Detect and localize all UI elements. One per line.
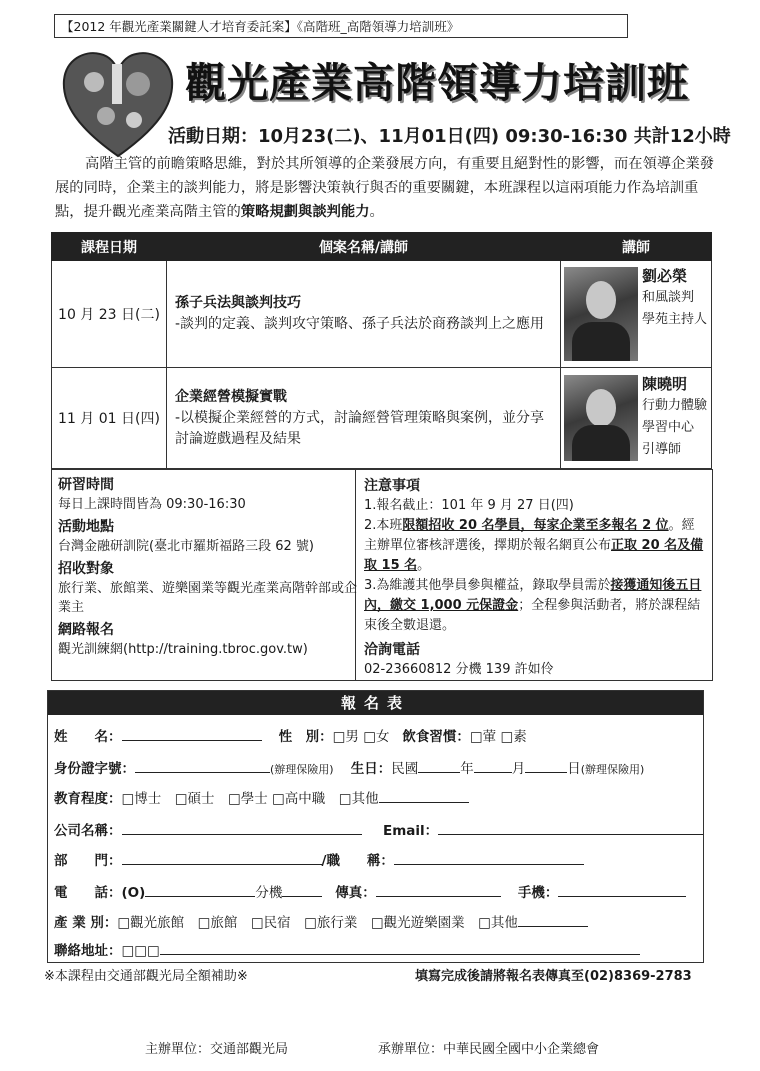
intro-text-2: 。 (369, 204, 384, 220)
teacher-title: 行動力體驗 (642, 398, 708, 413)
email-field[interactable] (438, 820, 703, 835)
edu-other-field[interactable] (379, 788, 469, 803)
phone-value: 02-23660812 分機 139 許如伶 (364, 662, 554, 677)
male-checkbox[interactable]: □男 (332, 729, 359, 745)
edu-options[interactable]: □博士 □碩士 □學士 □高中職 □其他 (121, 791, 379, 807)
company-field[interactable] (122, 820, 362, 835)
form-row-dept: 部 門： /職 稱： (54, 849, 584, 869)
place-heading: 活動地點 (58, 519, 114, 535)
form-row-id: 身份證字號： (辦理保險用) 生日：民國 年 月 日(辦理保險用) (54, 757, 644, 777)
teacher-title: 和風談判 (642, 290, 695, 305)
subsidy-note: ※本課程由交通部觀光局全額補助※ (44, 969, 248, 984)
course-date: 10 月 23 日(二) (52, 261, 167, 368)
course-header-teacher: 講師 (561, 233, 712, 261)
course-desc: -談判的定義、談判攻守策略、孫子兵法於商務談判上之應用 (175, 316, 545, 332)
industry-other-field[interactable] (518, 912, 588, 927)
course-title: 企業經營模擬實戰 (175, 388, 287, 405)
note-2: 2.本班限額招收 20 名學員，每家企業至多報名 2 位。經主辦單位審核評選後，擇期於報名網頁公布正取 20 名及備取 15 名。 (364, 518, 704, 573)
time-value: 每日上課時間皆為 09:30-16:30 (58, 497, 246, 512)
course-topic (167, 261, 561, 368)
birth-month-field[interactable] (474, 758, 512, 773)
teacher-name: 陳曉明 (642, 375, 688, 393)
course-desc: -以模擬企業經營的方式，討論經營管理策略與案例，並分享討論遊戲過程及結果 (175, 409, 545, 447)
executor: 承辦單位：中華民國全國中小企業總會 (378, 1042, 600, 1057)
course-teacher (561, 261, 712, 368)
table-row (52, 261, 712, 368)
teacher-title: 引導師 (642, 442, 682, 457)
address-field[interactable] (160, 940, 640, 955)
heart-logo-icon (58, 44, 178, 164)
birth-day-field[interactable] (525, 758, 567, 773)
course-teacher (561, 368, 712, 469)
registration-form (47, 690, 704, 963)
notes-heading: 注意事項 (364, 478, 420, 494)
teacher-title: 學習中心 (642, 420, 695, 435)
form-row-industry: 產 業 別：□觀光旅館 □旅館 □民宿 □旅行業 □觀光遊樂園業 □其他 (54, 911, 588, 931)
intro-paragraph (55, 152, 715, 224)
course-topic (167, 368, 561, 469)
id-field[interactable] (135, 758, 270, 773)
form-heading: 報名表 (48, 691, 703, 715)
course-header-date: 課程日期 (52, 233, 167, 261)
event-dates: 活動日期：10月23(二)、11月01日(四) 09:30-16:30 共計12小時 (168, 126, 731, 147)
dept-field[interactable] (122, 850, 322, 865)
teacher-name: 劉必榮 (642, 267, 688, 285)
target-heading: 招收對象 (58, 561, 114, 577)
course-date: 11 月 01 日(四) (52, 368, 167, 469)
ext-field[interactable] (282, 882, 322, 897)
name-field[interactable] (122, 726, 262, 741)
course-table (51, 232, 712, 469)
form-row-phone: 電 話：(O) 分機 傳真： 手機： (54, 881, 686, 901)
time-heading: 研習時間 (58, 477, 114, 493)
tagline: 【2012 年觀光產業關鍵人才培育委託案】《高階班_高階領導力培訓班》 (54, 14, 628, 38)
birth-year-field[interactable] (418, 758, 460, 773)
veg-checkbox[interactable]: □素 (500, 729, 527, 745)
intro-text-1: 高階主管的前瞻策略思維，對於其所領導的企業發展方向，有重要且絕對性的影響，而在領導企業發展的同時，企業主的談判能力，將是影響決策執行與否的重要關鍵，本班課程以這兩項能力作為培訓重點，提升觀光產業高階主管的 (55, 156, 715, 220)
organizer: 主辦單位：交通部觀光局 (145, 1042, 289, 1057)
form-row-address: 聯絡地址：□□□ (54, 939, 640, 959)
course-title: 孫子兵法與談判技巧 (175, 295, 301, 311)
female-checkbox[interactable]: □女 (363, 729, 390, 745)
fax-note: 填寫完成後請將報名表傳真至(02)8369-2783 (415, 969, 692, 984)
mobile-field[interactable] (558, 882, 686, 897)
fax-field[interactable] (376, 882, 501, 897)
intro-bold: 策略規劃與談判能力 (240, 204, 370, 220)
note-3: 3.為維護其他學員參與權益，錄取學員需於接獲通知後五日內，繳交 1,000 元保證金；全程參與活動者，將於課程結束後全數退還。 (364, 578, 702, 633)
teacher-photo (564, 375, 638, 461)
web-value[interactable]: 觀光訓練網(http://training.tbroc.gov.tw) (58, 642, 308, 657)
phone-heading: 洽詢電話 (364, 642, 420, 658)
teacher-title: 學苑主持人 (642, 312, 708, 327)
place-value: 台灣金融研訓院(臺北市羅斯福路三段 62 號) (58, 539, 314, 554)
web-heading: 網路報名 (58, 622, 114, 638)
form-row-name: 姓 名： 性 別：□男 □女 飲食習慣：□葷 □素 (54, 725, 527, 745)
page-title: 觀光產業高階領導力培訓班 (185, 59, 689, 107)
meat-checkbox[interactable]: □葷 (469, 729, 497, 745)
teacher-photo (564, 267, 638, 361)
form-row-edu: 教育程度：□博士 □碩士 □學士 □高中職 □其他 (54, 787, 469, 807)
target-value: 旅行業、旅館業、遊樂園業等觀光產業高階幹部或企業主 (58, 581, 358, 615)
note-1: 1.報名截止：101 年 9 月 27 日(四) (364, 498, 574, 513)
industry-options[interactable]: □觀光旅館 □旅館 □民宿 □旅行業 □觀光遊樂園業 □其他 (117, 915, 518, 931)
table-row (52, 368, 712, 469)
phone-field[interactable] (145, 882, 255, 897)
course-header-topic: 個案名稱/講師 (167, 233, 561, 261)
form-row-company: 公司名稱： Email： (54, 819, 703, 839)
info-box (51, 469, 713, 681)
jobtitle-field[interactable] (394, 850, 584, 865)
